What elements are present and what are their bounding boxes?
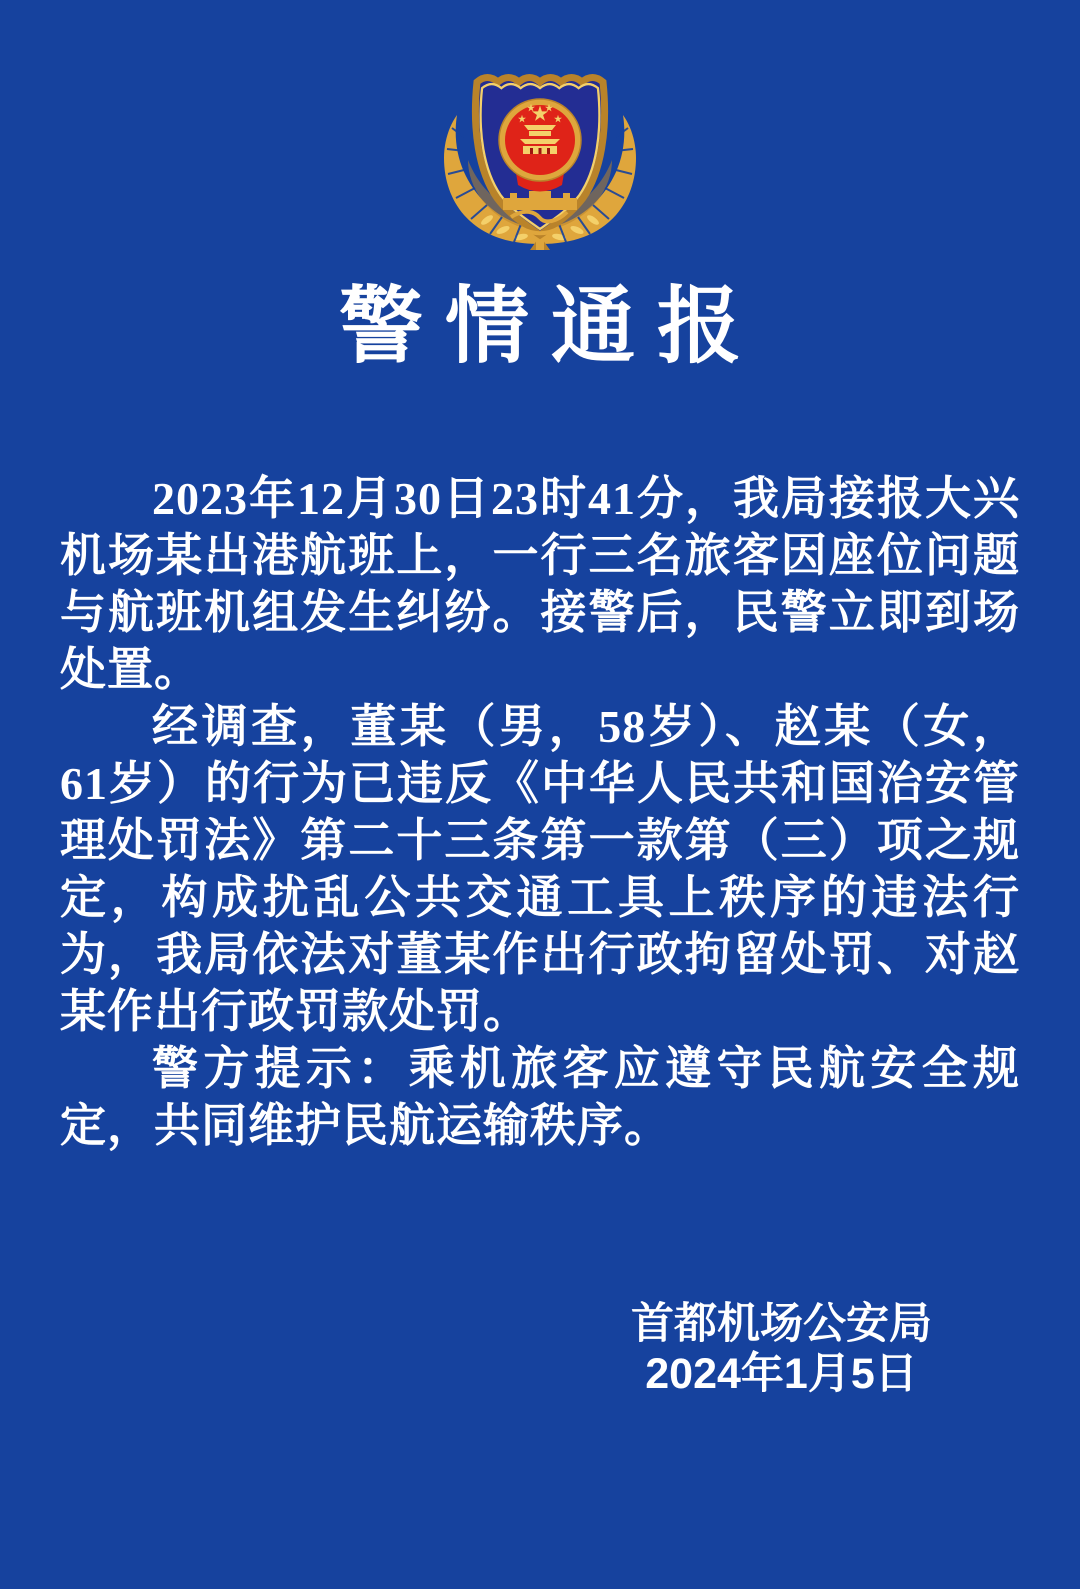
- notice-title: 警情通报: [338, 279, 763, 373]
- notice-paragraph-1: 2023年12月30日23时41分，我局接报大兴机场某出港航班上，一行三名旅客因座位问题与航班机组发生纠纷。接警后，民警立即到场处置。: [60, 473, 1020, 695]
- signature-date: 2024年1月5日: [645, 1350, 918, 1398]
- notice-paragraph-2: 经调查，董某（男，58岁）、赵某（女，61岁）的行为已违反《中华人民共和国治安管理处罚法》第二十三条第一款第（三）项之规定，构成扰乱公共交通工具上秩序的违法行为，我局依法对董某作出行政拘留处罚、对赵某作出行政罚款处罚。: [60, 701, 1020, 1037]
- signature-block: [0, 1299, 1080, 1399]
- police-badge-icon: [435, 52, 645, 252]
- signature-agency: 首都机场公安局: [631, 1300, 932, 1348]
- notice-paragraph-3: 警方提示：乘机旅客应遵守民航安全规定，共同维护民航运输秩序。: [60, 1043, 1020, 1151]
- notice-body: [0, 368, 1080, 1154]
